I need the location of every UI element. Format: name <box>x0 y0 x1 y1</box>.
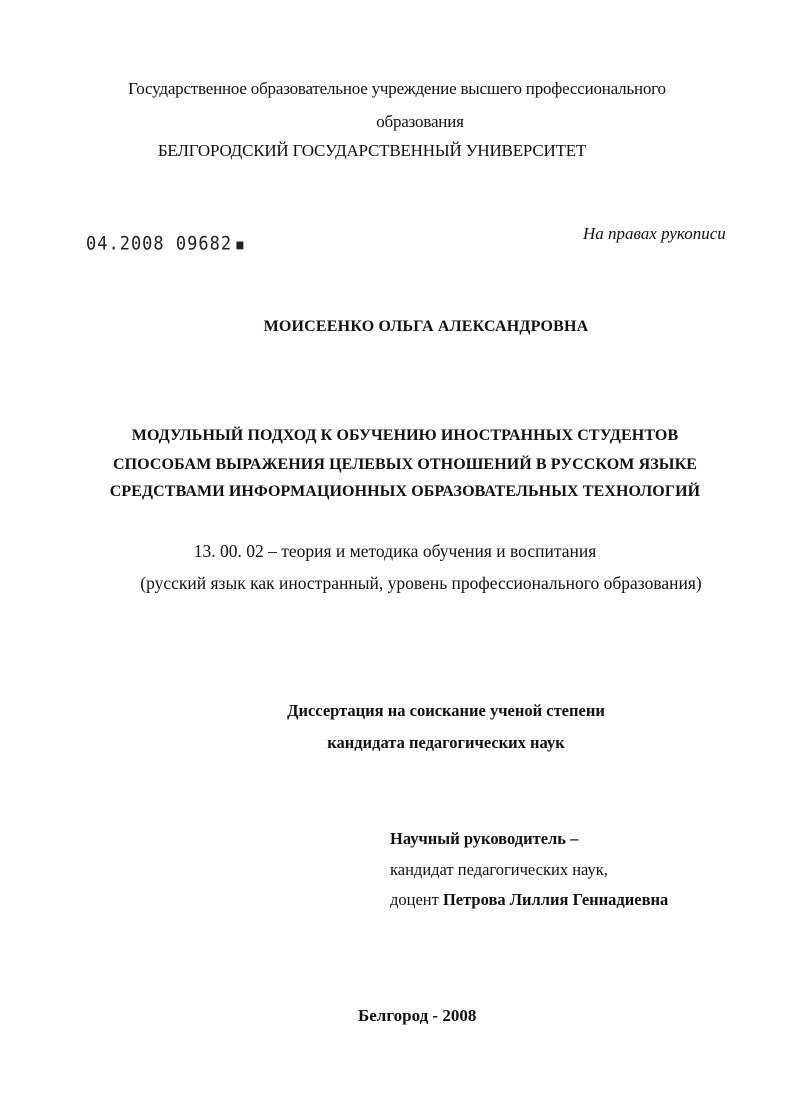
university-name: БЕЛГОРОДСКИЙ ГОСУДАРСТВЕННЫЙ УНИВЕРСИТЕТ <box>157 141 587 160</box>
institution-line-2: образования <box>376 112 464 131</box>
supervisor-heading: Научный руководитель – <box>390 829 579 848</box>
manuscript-rights: На правах рукописи <box>583 224 726 243</box>
author-name: МОИСЕЕНКО ОЛЬГА АЛЕКСАНДРОВНА <box>263 318 589 335</box>
supervisor-line <box>390 890 668 910</box>
dash-mark-icon: ▪ <box>235 236 246 255</box>
catalog-number-stamp <box>86 233 246 255</box>
supervisor-position: доцент <box>390 890 439 909</box>
catalog-number: 04.2008 09682 <box>86 232 233 256</box>
city-year: Белгород - 2008 <box>358 1006 477 1025</box>
dissertation-degree-line-2: кандидата педагогических наук <box>327 733 565 752</box>
dissertation-degree-line-1: Диссертация на соискание ученой степени <box>287 701 605 720</box>
supervisor-degree: кандидат педагогических наук, <box>390 860 608 879</box>
specialty-code: 13. 00. 02 – теория и методика обучения и воспитания <box>193 541 597 561</box>
institution-line-1: Государственное образовательное учреждение высшего профессионального <box>128 79 666 98</box>
thesis-title-line-2: СПОСОБАМ ВЫРАЖЕНИЯ ЦЕЛЕВЫХ ОТНОШЕНИЙ В РУССКОМ ЯЗЫКЕ <box>112 456 698 473</box>
specialty-description: (русский язык как иностранный, уровень профессионального образования) <box>140 573 702 593</box>
thesis-title-line-3: СРЕДСТВАМИ ИНФОРМАЦИОННЫХ ОБРАЗОВАТЕЛЬНЫХ ТЕХНОЛОГИЙ <box>109 483 701 500</box>
thesis-title-line-1: МОДУЛЬНЫЙ ПОДХОД К ОБУЧЕНИЮ ИНОСТРАННЫХ СТУДЕНТОВ <box>131 427 679 444</box>
supervisor-name: Петрова Лиллия Геннадиевна <box>442 890 669 909</box>
